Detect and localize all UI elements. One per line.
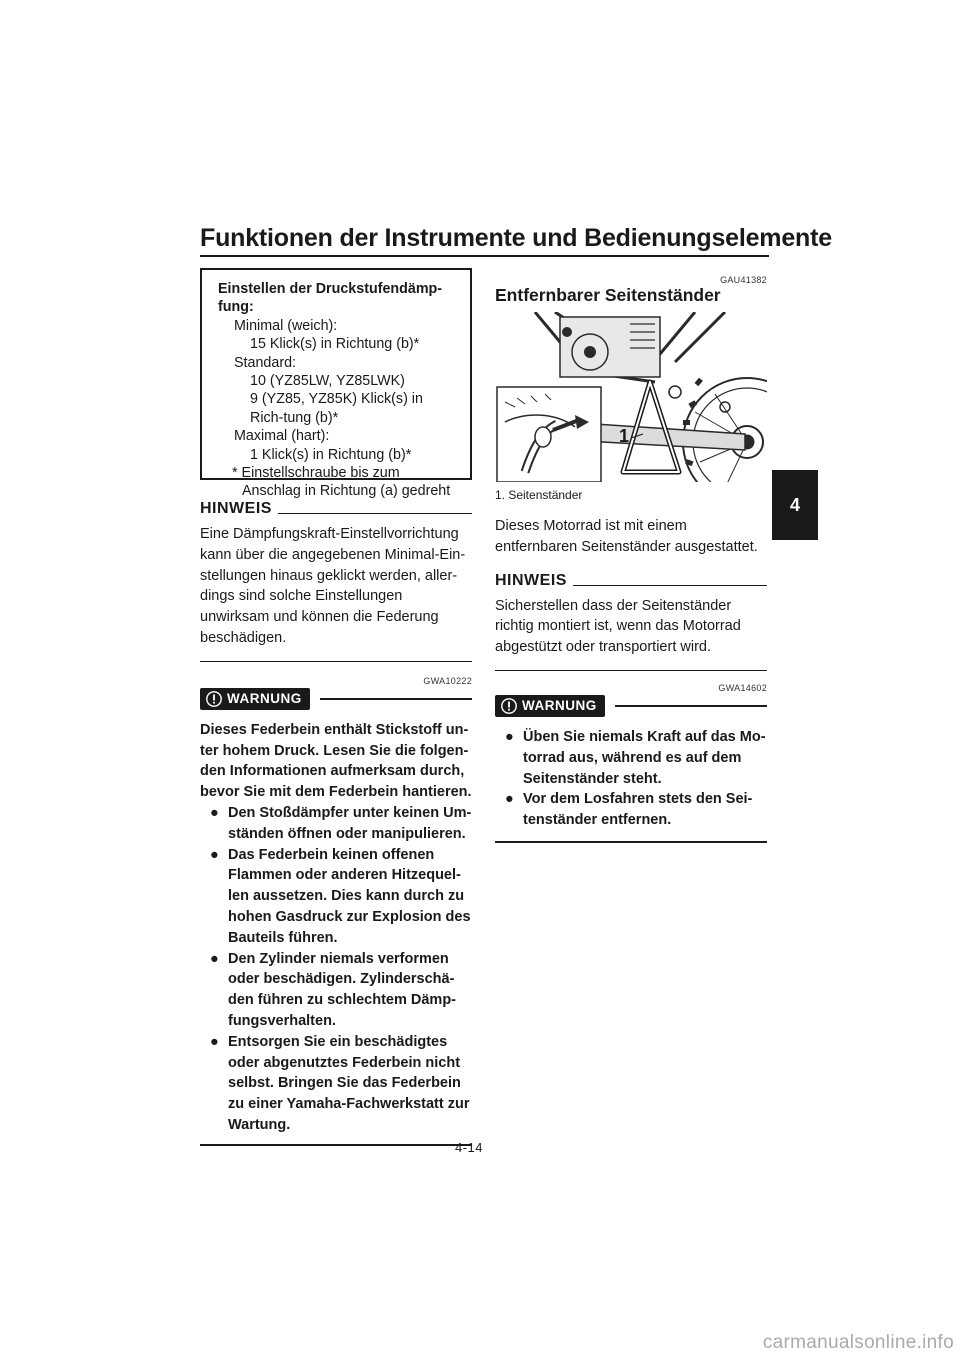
watermark: carmanualsonline.info [762, 1332, 954, 1353]
warning-label: WARNUNG [522, 698, 597, 714]
bullet-text: Vor dem Losfahren stets den Sei-tenständer entfernen. [523, 791, 753, 829]
section-code: GAU41382 [720, 275, 767, 285]
warning-label: WARNUNG [227, 691, 302, 707]
warning-bullets [495, 727, 767, 831]
warning-badge [200, 688, 310, 710]
spec-line: Minimal (weich): [234, 317, 338, 334]
section-heading: Entfernbarer Seitenständer [495, 285, 721, 305]
hinweis-end-rule [200, 661, 472, 662]
warning-end-rule [200, 1144, 472, 1146]
spec-line: 10 (YZ85LW, YZ85LWK) [250, 373, 405, 390]
warning-line [320, 698, 472, 700]
warning-bullet: ● Entsorgen Sie ein beschädigtes oder abgenutztes Federbein nicht selbst. Bringen Sie das Federbein zu einer Yamaha-Fachwerkstatt zur Wartung. [210, 1032, 472, 1136]
hinweis-line [573, 585, 767, 586]
bullet-text: Das Federbein keinen offenen Flammen oder anderen Hitzequel-len aussetzen. Dies kann durch zu hohen Gasdruck zur Explosion des Bauteils führen. [228, 846, 471, 946]
warning-bullets [200, 803, 472, 1136]
warning-bullet: ● Das Federbein keinen offenen Flammen oder anderen Hitzequel-len aussetzen. Dies kann durch zu hohen Gasdruck zur Explosion des Bauteils führen. [210, 845, 472, 949]
warning-code: GWA10222 [423, 675, 472, 686]
warning-bullet: ● Vor dem Losfahren stets den Sei-tenständer entfernen. [505, 789, 767, 831]
warning-intro: Dieses Federbein enthält Stickstoff un-ter hohem Druck. Lesen Sie die folgen-den Informationen aufmerksam durch, bevor Sie mit dem Federbein hantieren. [200, 721, 472, 801]
motorcycle-illustration [495, 312, 767, 482]
warning-heading [200, 688, 472, 710]
hinweis-end-rule [495, 670, 767, 671]
hinweis-text: Eine Dämpfungskraft-Einstellvorrichtung kann über die angegebenen Minimal-Ein-stellungen hinaus geklickt werden, aller-dings sind solche Einstellungen unwirksam und können die Federung beschädigen. [200, 526, 466, 646]
bullet-text: Den Stoßdämpfer unter keinen Um-ständen öffnen oder manipulieren. [228, 804, 472, 842]
chapter-tab: 4 [772, 470, 818, 540]
hinweis-heading-right [495, 572, 767, 590]
spec-line: Standard: [234, 354, 296, 371]
spec-line: 1 Klick(s) in Richtung (b)* [250, 446, 412, 463]
bullet-text: Üben Sie niemals Kraft auf das Mo-torrad aus, während es auf dem Seitenständer steht. [523, 728, 766, 787]
hinweis-label: HINWEIS [200, 500, 272, 517]
warning-end-rule [495, 841, 767, 843]
warning-bullet: ● Üben Sie niemals Kraft auf das Mo-torrad aus, während es auf dem Seitenständer steht. [505, 727, 767, 789]
warning-icon [501, 698, 517, 714]
page-title: Funktionen der Instrumente und Bedienungselemente [200, 224, 832, 252]
spec-line: Maximal (hart): [234, 428, 330, 445]
hinweis-line [278, 513, 472, 514]
figure-callout: 1 [619, 426, 630, 446]
warning-heading [495, 695, 767, 717]
hinweis-label: HINWEIS [495, 571, 567, 589]
warning-line [615, 705, 767, 707]
page-number: 4-14 [455, 1140, 484, 1155]
spec-line: 15 Klick(s) in Richtung (b)* [250, 336, 420, 353]
hinweis-text: Sicherstellen dass der Seitenständer richtig montiert ist, wenn das Motorrad abgestützt oder transportiert wird. [495, 597, 741, 656]
section-body: Dieses Motorrad ist mit einem entfernbaren Seitenständer ausgestattet. [495, 518, 758, 555]
sidestand-figure [495, 312, 767, 482]
hinweis-heading [200, 500, 472, 518]
right-column [495, 275, 767, 843]
warning-bullet: ● Den Stoßdämpfer unter keinen Um-ständen öffnen oder manipulieren. [210, 803, 472, 845]
warning-badge [495, 695, 605, 717]
figure-caption: 1. Seitenständer [495, 488, 583, 502]
spec-heading: Einstellen der Druckstufendämp-fung: [218, 281, 443, 316]
warning-icon [206, 691, 222, 707]
spec-footnote: * Einstellschraube bis zum Anschlag in Richtung (a) gedreht [232, 465, 451, 500]
warning-code: GWA14602 [718, 682, 767, 693]
left-column [200, 500, 472, 1146]
bullet-text: Entsorgen Sie ein beschädigtes oder abgenutztes Federbein nicht selbst. Bringen Sie das Federbein zu einer Yamaha-Fachwerkstatt zur Wartung. [228, 1033, 470, 1133]
spec-box [200, 268, 472, 500]
title-rule [200, 255, 769, 257]
warning-bullet: ● Den Zylinder niemals verformen oder beschädigen. Zylinderschä-den führen zu schlechtem Dämp-fungsverhalten. [210, 949, 472, 1032]
bullet-text: Den Zylinder niemals verformen oder beschädigen. Zylinderschä-den führen zu schlechtem Dämp-fungsverhalten. [228, 950, 457, 1029]
spec-line: 9 (YZ85, YZ85K) Klick(s) in Rich-tung (b)* [250, 391, 423, 426]
